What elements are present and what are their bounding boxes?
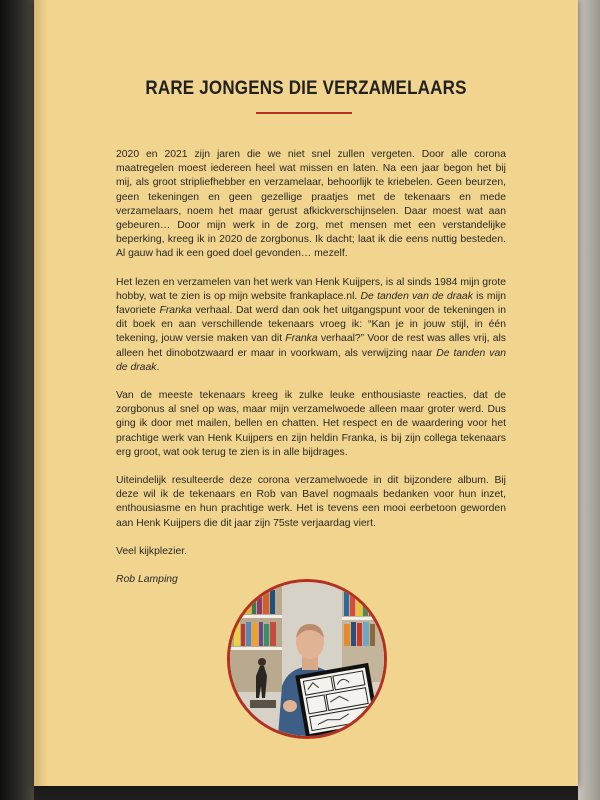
paragraph-text: Het lezen en verzamelen van het werk van Henk Kuijpers, is al sinds 1984 mijn grote hobby, wat te zien is op mijn website frankaplace.nl. <box>116 276 506 302</box>
book-binding-shadow <box>0 0 34 800</box>
paragraph-1 <box>116 148 506 262</box>
paragraph-4 <box>116 474 506 531</box>
paragraph-text: is mijn favoriete <box>116 290 506 317</box>
article-body <box>116 148 506 601</box>
closing-line: Veel kijkplezier. <box>116 545 188 557</box>
paragraph-text: Uiteindelijk resulteerde deze corona verzamelwoede in dit bijzondere album. Bij deze wil ik de tekenaars en Rob van Bavel nogmaals bedanken voor hun inzet, enthousiasme en hun prachtige werk. Het is tevens een mooi eerbetoon geworden aan Henk Kuijpers die dit jaar zijn 75ste verjaardag viert. <box>116 475 506 529</box>
title-underline <box>256 112 352 114</box>
italic-title-text: De tanden van de draak <box>360 290 473 302</box>
paragraph-text: Van de meeste tekenaars kreeg ik zulke leuke enthousiaste reacties, dat de zorgbonus al snel op was, maar mijn verzamelwoede alleen maar groter werd. Dus ging ik door met mailen, bellen en chatten. Het respect en de waardering voor het prachtige werk van Henk Kuijpers en zijn heldin Franka, is bij zijn collega tekenaars erg groot, wat ook terug te zien is in alle bijdrages. <box>116 390 506 458</box>
paragraph-2 <box>116 276 506 375</box>
book-page <box>34 0 578 786</box>
paragraph-text: 2020 en 2021 zijn jaren die we niet snel zullen vergeten. Door alle corona maatregelen moest iedereen heel wat missen en laten. Na een jaar begon het bij mij, als groot stripliefhebber en verzamelaar, behoorlijk te kriebelen. Geen beurzen, geen tekeningen en geen gezellige praatjes met de tekenaars en mede verzamelaars, noem het maar gerust afkickverschijnselen. Daar moest wat aan gebeuren… Door mijn werk in de zorg, met mensen met een verstandelijke beperking, kreeg ik in 2020 de zorgbonus. Ik dacht; laat ik die eens nuttig besteden. Al gauw had ik een goed doel gevonden… mezelf. <box>116 149 506 260</box>
italic-title-text: Franka <box>285 333 318 345</box>
paragraph-text: verhaal?” Voor de rest was alles vrij, als alleen het dinobotzwaard er maar in voorkwam, als verwijzing naar <box>116 333 506 359</box>
author-photo-illustration <box>230 582 384 736</box>
paragraph-3 <box>116 389 506 460</box>
italic-title-text: Franka <box>159 305 192 317</box>
page-gutter-shade <box>34 0 48 786</box>
page-title: RARE JONGENS DIE VERZAMELAARS <box>145 76 467 99</box>
italic-title-text: De tanden van de draak <box>116 347 506 373</box>
background-surface <box>578 0 600 800</box>
author-photo <box>227 579 387 739</box>
paragraph-text: . <box>156 361 160 373</box>
signature-text: Rob Lamping <box>116 574 178 586</box>
paragraph-text: verhaal. Dat werd dan ook het uitgangspunt voor de tekeningen in dit boek en aan verschillende tekenaars vroeg ik: “Kan je in jouw stijl, in één tekening, jouw versie maken van dit <box>116 305 507 345</box>
